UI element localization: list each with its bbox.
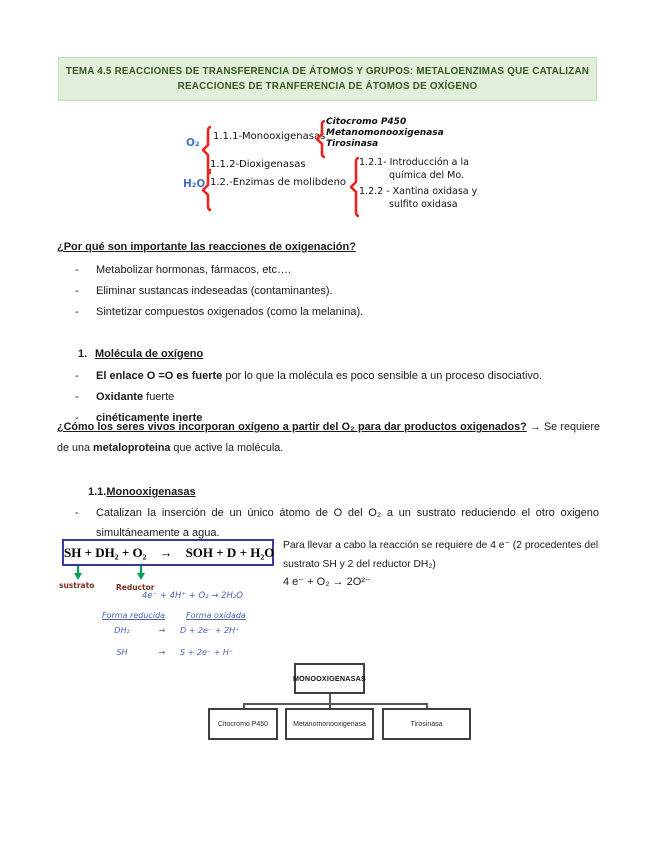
mono-bullet-text: Catalizan la inserción de un único átomo de O del O₂ a un sustrato reduciendo el otro oxigeno simultáneamente a agua.	[96, 507, 599, 539]
molecule-bullet-1-bold: El enlace O =O es fuerte	[96, 370, 223, 382]
bullet-dash: -	[75, 391, 79, 403]
half-reaction-row-2	[100, 648, 233, 657]
molecule-heading-row	[78, 348, 203, 360]
flowchart-root-label: MONOOXIGENASAS	[292, 674, 367, 683]
how-question-bold: metaloproteina	[93, 442, 171, 454]
h2o-label: H₂O	[183, 178, 206, 190]
how-question-paragraph	[57, 417, 600, 459]
how-question-rest2: que active la molécula.	[170, 442, 284, 454]
title-line-1: TEMA 4.5 REACCIONES DE TRANSFERENCIA DE ÁTOMOS Y GRUPOS: METALOENZIMAS QUE CATALIZAN	[65, 66, 590, 77]
o2-label: O₂	[186, 137, 200, 149]
example-tirosinasa: Tirosinasa	[326, 139, 379, 149]
monooxigenase-examples	[326, 117, 444, 150]
example-metano: Metanomonooxigenasa	[326, 128, 444, 138]
flowchart-connector	[329, 694, 331, 703]
side-equation: 4 e⁻ + O₂ → 2O²⁻	[283, 576, 371, 588]
row2-oxidized: S + 2e⁻ + H⁺	[180, 648, 234, 657]
diagram-item-monooxigenasas: 1.1.1-Monooxigenasas	[213, 131, 326, 142]
red-brace-icon	[316, 119, 326, 159]
substrate-label: sustrato	[59, 581, 95, 590]
side-note-line-1: Para llevar a cabo la reacción se requiere de 4 e⁻ (2 procedentes del	[283, 540, 599, 551]
flowchart-child-metano	[285, 708, 374, 740]
row1-oxidized: D + 2e⁻ + 2H⁺	[180, 626, 240, 635]
bullet-dash: -	[75, 412, 79, 424]
flowchart-child-tirosinasa	[382, 708, 471, 740]
molecule-heading: Molécula de oxígeno	[95, 348, 204, 360]
why-bullet-1-text: Metabolizar hormonas, fármacos, etc….	[96, 264, 292, 276]
side-note-line-2: sustrato SH y 2 del reductor DH₂)	[283, 558, 436, 570]
diagram-item-dioxigenasas: 1.1.2-Dioxigenasas	[210, 159, 306, 170]
bullet-dash: -	[75, 370, 79, 382]
molecule-bullet-1-rest: por lo que la molécula es poco sensible a un proceso disociativo.	[222, 370, 543, 382]
row1-reduced: DH₂	[114, 626, 130, 635]
flowchart-connector	[243, 703, 427, 705]
sub-item-2	[359, 186, 477, 211]
bullet-dash: -	[75, 507, 79, 519]
mono-heading: Monooxigenasas	[106, 486, 196, 498]
title-line-2: REACCIONES DE TRANFERENCIA DE ÁTOMOS DE OXÍGENO	[177, 81, 478, 92]
why-bullet-1	[75, 263, 291, 278]
oxidized-form-header: Forma oxidada	[186, 611, 246, 620]
sub-item-1	[359, 157, 469, 182]
how-question-rest1: → Se requiere de una	[57, 421, 600, 454]
why-heading: ¿Por qué son importante las reacciones de oxigenación?	[57, 241, 356, 253]
flowchart-child-metano-label: Metanomonooxigenasa	[293, 720, 366, 728]
molecule-bullet-2-text	[96, 390, 174, 405]
bullet-dash: -	[75, 264, 79, 276]
reduced-form-header: Forma reducida	[102, 611, 165, 620]
bullet-dash: -	[75, 285, 79, 297]
bullet-dash: -	[75, 306, 79, 318]
mono-heading-row	[88, 486, 196, 498]
row2-arrow: →	[158, 648, 166, 657]
down-arrow-icon	[73, 566, 83, 580]
sub-item-1-line2: química del Mo.	[389, 169, 465, 181]
half-reaction-row-1	[100, 626, 239, 635]
flowchart-child-citocromo-label: Citocromo P450	[217, 720, 269, 728]
reaction-equation-box: SH + DH₂ + O₂ → SOH + D + H₂O	[62, 539, 274, 566]
why-bullet-3-text: Sintetizar compuestos oxigenados (como la melanina).	[96, 306, 364, 318]
flowchart-root-box	[294, 663, 365, 694]
row1-arrow: →	[158, 626, 166, 635]
molecule-bullet-2	[75, 390, 174, 405]
molecule-bullet-3-text: cinéticamente inerte	[96, 412, 203, 424]
title-banner	[58, 57, 597, 101]
sub-item-2-line1: 1.2.2 - Xantina oxidasa y	[359, 186, 478, 197]
reductor-label: Reductor	[116, 583, 155, 592]
molecule-bullet-2-rest: fuerte	[143, 391, 175, 403]
why-bullet-2-text: Eliminar sustancas indeseadas (contaminantes).	[96, 285, 333, 297]
why-bullet-2	[75, 284, 333, 299]
down-arrow-icon	[136, 566, 146, 580]
example-citocromo: Citocromo P450	[326, 117, 407, 127]
molecule-bullet-1	[75, 369, 542, 384]
why-bullet-3	[75, 305, 363, 320]
molecule-number: 1.	[78, 348, 88, 360]
flowchart-child-citocromo	[208, 708, 278, 740]
molecule-bullet-2-bold: Oxidante	[96, 391, 144, 403]
mono-number: 1.1.	[88, 486, 107, 498]
molecule-bullet-1-text	[96, 369, 542, 384]
how-question-underlined: ¿Cómo los seres vivos incorporan oxígeno a partir del O₂ para dar productos oxigenados?	[57, 421, 527, 433]
red-brace-icon	[202, 168, 212, 212]
flowchart-child-tirosinasa-label: Tirosinasa	[410, 720, 443, 728]
sub-item-2-line2: sulfito oxidasa	[389, 198, 458, 210]
side-note	[283, 537, 608, 574]
overall-half-reaction: 4e⁻ + 4H⁺ + O₂ → 2H₂O	[142, 591, 243, 601]
row2-reduced: SH	[116, 648, 128, 657]
diagram-item-molibdeno: 1.2.-Enzimas de molibdeno	[210, 177, 347, 188]
sub-item-1-line1: 1.2.1- Introducción a la	[359, 157, 469, 168]
